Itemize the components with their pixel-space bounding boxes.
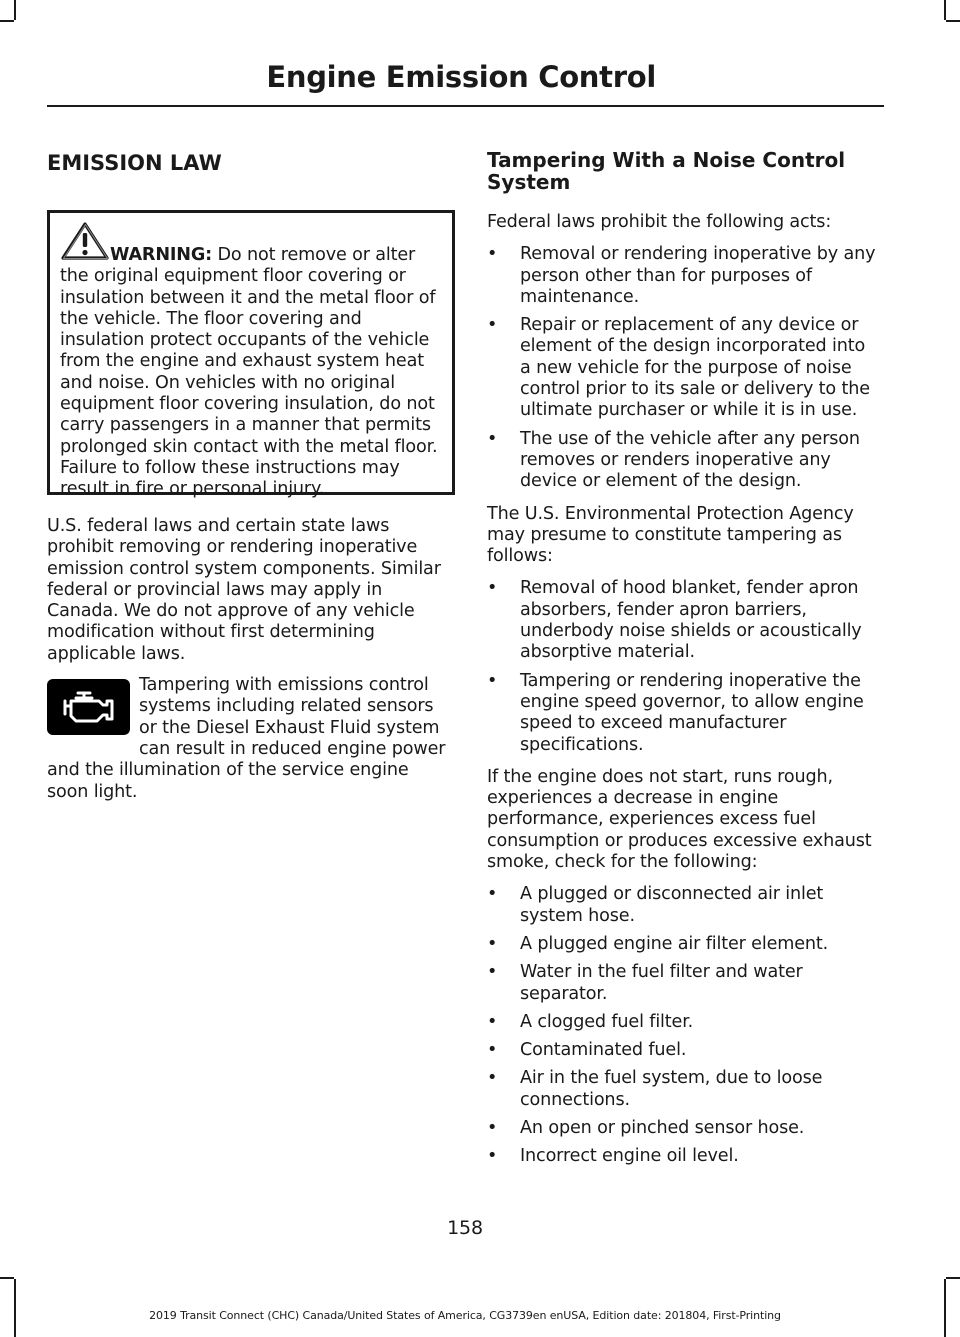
list-item: • Tampering or rendering inoperative the engine speed governor, to allow engine speed to exceed manufacturer specifications.: [487, 671, 880, 756]
list-item: • Removal of hood blanket, fender apron absorbers, fender apron barriers, underbody noise shields or acoustically absorptive material.: [487, 578, 880, 663]
warning-triangle-icon: [60, 221, 110, 261]
check-engine-icon: [47, 679, 130, 735]
crop-mark: [14, 0, 16, 20]
header-divider: [47, 105, 884, 107]
section-heading-emission-law: EMISSION LAW: [47, 151, 222, 175]
engine-note: [47, 675, 455, 803]
crop-mark: [0, 20, 14, 22]
prohibited-acts-list: [487, 244, 880, 492]
page-title: Engine Emission Control: [266, 60, 656, 94]
crop-mark: [946, 1277, 960, 1279]
epa-tampering-list: [487, 578, 880, 755]
edition-footer: 2019 Transit Connect (CHC) Canada/United States of America, CG3739en enUSA, Edition date: 201804, First-Printing: [149, 1309, 781, 1322]
epa-intro: The U.S. Environmental Protection Agency may presume to constitute tampering as follows:: [487, 503, 854, 567]
list-item: • A plugged engine air filter element.: [487, 934, 880, 955]
right-column: [487, 140, 880, 1175]
federal-laws-intro: Federal laws prohibit the following acts:: [487, 212, 832, 232]
crop-mark: [944, 1279, 946, 1337]
warning-label: WARNING:: [110, 245, 213, 265]
list-item: • Removal or rendering inoperative by any person other than for purposes of maintenance.: [487, 244, 880, 308]
engine-check-list: [487, 884, 880, 1167]
page-number: 158: [447, 1217, 483, 1239]
warning-body: Do not remove or alter the original equipment floor covering or insulation between it and the metal floor of the vehicle. The floor covering and insulation protect occupants of the vehicle from the engine and exhaust system heat and noise. On vehicles with no original equipment floor covering insulation, do not carry passengers in a manner that permits prolonged skin contact with the metal floor. Failure to follow these instructions may result in fire or personal injury.: [60, 245, 438, 500]
warning-box: [47, 210, 455, 500]
crop-mark: [946, 20, 960, 22]
list-item: • An open or pinched sensor hose.: [487, 1118, 880, 1139]
list-item: • Contaminated fuel.: [487, 1040, 880, 1061]
list-item: • The use of the vehicle after any person removes or renders inoperative any device or element of the design.: [487, 429, 880, 493]
left-column: [47, 140, 455, 803]
emission-law-paragraph: U.S. federal laws and certain state laws prohibit removing or rendering inoperative emission control system components. Similar federal or provincial laws may apply in Canada. We do not approve of any vehicle modification without first determining applicable laws.: [47, 516, 441, 664]
engine-check-intro: If the engine does not start, runs rough, experiences a decrease in engine performance, experiences excess fuel consumption or produces excessive exhaust smoke, check for the following:: [487, 766, 872, 873]
list-item: • A clogged fuel filter.: [487, 1012, 880, 1033]
crop-mark: [0, 1277, 14, 1279]
crop-mark: [944, 0, 946, 20]
section-heading-noise-control: Tampering With a Noise Control System: [487, 148, 846, 194]
list-item: • A plugged or disconnected air inlet system hose.: [487, 884, 880, 927]
warning-text: [60, 223, 444, 501]
list-item: • Air in the fuel system, due to loose connections.: [487, 1068, 880, 1111]
list-item: • Water in the fuel filter and water separator.: [487, 962, 880, 1005]
list-item: • Repair or replacement of any device or element of the design incorporated into a new vehicle for the purpose of noise control prior to its sale or delivery to the ultimate purchaser or while it is in use.: [487, 315, 880, 421]
list-item: • Incorrect engine oil level.: [487, 1146, 880, 1167]
tampering-emissions-paragraph: Tampering with emissions control systems including related sensors or the Diesel Exhaust Fluid system can result in reduced engine power and the illumination of the service engine soon light.: [47, 675, 446, 802]
